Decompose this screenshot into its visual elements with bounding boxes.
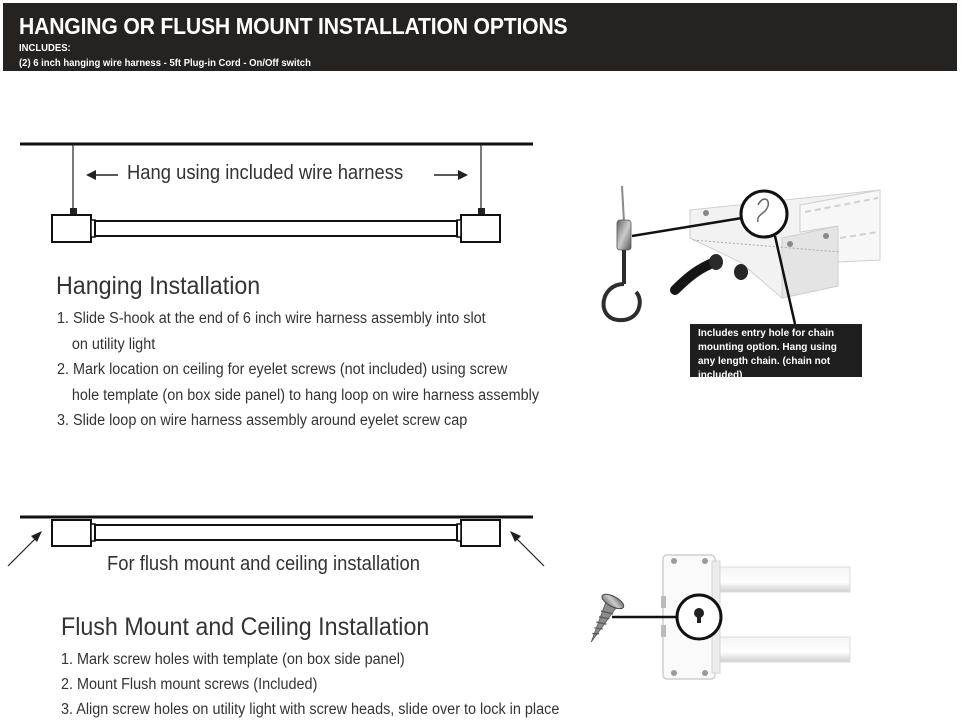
- end-cap-left: [52, 215, 91, 242]
- hanging-steps-list: [57, 306, 575, 434]
- zoom-circle: [741, 191, 787, 237]
- flush-section-title: Flush Mount and Ceiling Installation: [61, 613, 430, 641]
- hanging-diagram: [20, 144, 533, 242]
- arrow-up-left-icon: [510, 531, 521, 542]
- s-hook-icon: [604, 284, 640, 320]
- flush-steps-list: [61, 647, 597, 722]
- list-item: 1. Mark screw holes with template (on box side panel): [61, 651, 405, 668]
- list-item: hole template (on box side panel) to hang loop on wire harness assembly: [71, 386, 540, 404]
- list-item: 2. Mount Flush mount screws (Included): [61, 676, 318, 693]
- arrow-up-right-icon: [31, 531, 42, 542]
- screw-icon: [581, 591, 626, 647]
- includes-text: (2) 6 inch hanging wire harness - 5ft Plug-in Cord - On/Off switch: [19, 58, 311, 69]
- includes-label: INCLUDES:: [19, 43, 71, 54]
- flush-diagram-label: For flush mount and ceiling installation: [107, 553, 420, 575]
- list-item: 1. Slide S-hook at the end of 6 inch wire harness assembly into slot: [57, 310, 486, 327]
- end-cap-right: [461, 520, 500, 546]
- list-item: on utility light: [71, 335, 156, 353]
- chain-mount-callout: Includes entry hole for chain mounting option. Hang using any length chain. (chain not included): [690, 324, 862, 377]
- list-item: 2. Mark location on ceiling for eyelet screws (not included) using screw: [57, 361, 508, 378]
- light-tube: [95, 221, 457, 236]
- hanging-section-title: Hanging Installation: [56, 272, 261, 300]
- flush-hardware-illustration: [581, 555, 850, 679]
- hang-diagram-label: Hang using included wire harness: [127, 162, 404, 184]
- end-cap-right: [461, 215, 500, 242]
- ferrule: [617, 220, 631, 250]
- end-cap-left: [52, 520, 91, 546]
- switch-icon: [734, 264, 748, 280]
- arrow-left-icon: [86, 170, 96, 180]
- page-title: HANGING OR FLUSH MOUNT INSTALLATION OPTIONS: [19, 13, 568, 39]
- light-tube: [95, 525, 457, 540]
- list-item: 3. Slide loop on wire harness assembly around eyelet screw cap: [57, 412, 468, 429]
- list-item: 3. Align screw holes on utility light with screw heads, slide over to lock in place: [61, 701, 560, 718]
- hanging-hardware-illustration: [604, 186, 880, 324]
- arrow-right-icon: [458, 170, 468, 180]
